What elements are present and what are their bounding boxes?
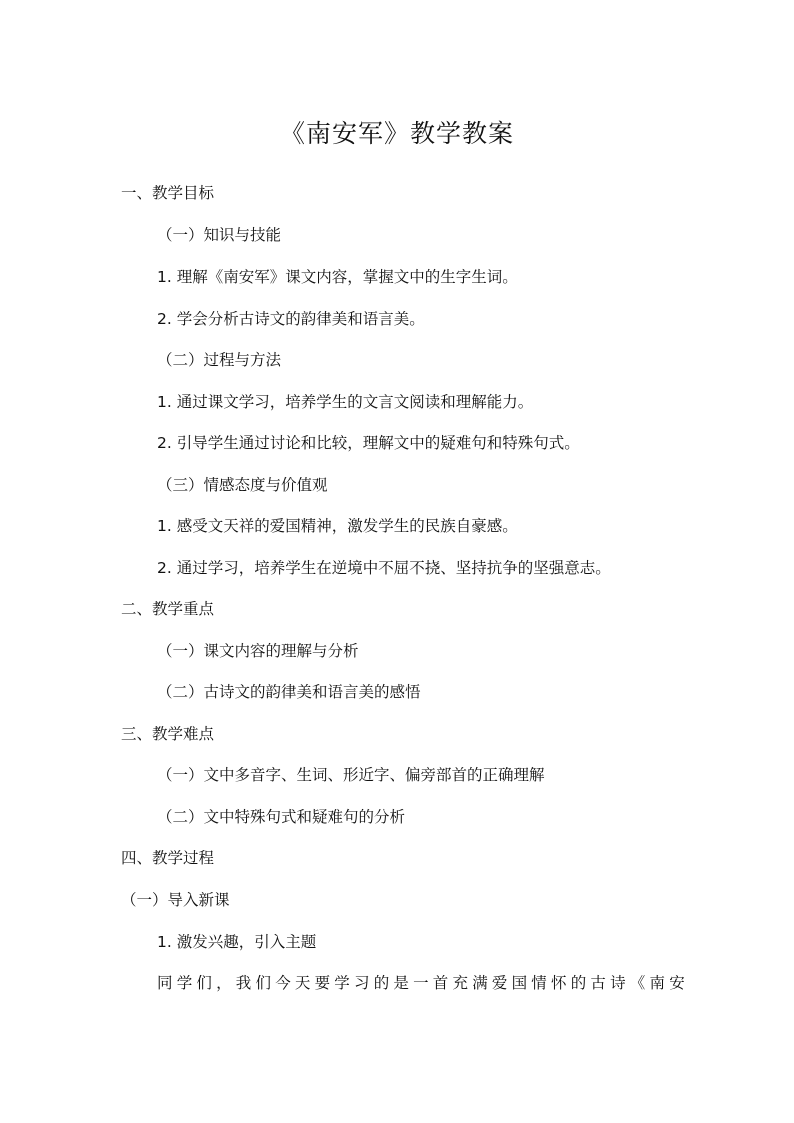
list-item: 1. 感受文天祥的爱国精神，激发学生的民族自豪感。 xyxy=(157,517,518,535)
subsection-heading-introduction: （一）导入新课 xyxy=(121,891,230,909)
list-item: 1. 激发兴趣，引入主题 xyxy=(157,933,317,951)
subsection-heading: （一）文中多音字、生词、形近字、偏旁部首的正确理解 xyxy=(157,766,545,784)
body-paragraph: 同学们，我们今天要学习的是一首充满爱国情怀的古诗《南安 xyxy=(157,974,689,992)
list-item: 1. 理解《南安军》课文内容，掌握文中的生字生词。 xyxy=(157,268,518,286)
section-heading-teaching-difficulties: 三、教学难点 xyxy=(121,725,215,743)
list-item: 2. 学会分析古诗文的韵律美和语言美。 xyxy=(157,310,425,328)
section-heading-teaching-focus: 二、教学重点 xyxy=(121,600,215,618)
subsection-heading: （二）文中特殊句式和疑难句的分析 xyxy=(157,808,406,826)
list-item: 2. 通过学习，培养学生在逆境中不屈不挠、坚持抗争的坚强意志。 xyxy=(157,559,611,577)
subsection-heading: （一）课文内容的理解与分析 xyxy=(157,642,359,660)
section-heading-teaching-goals: 一、教学目标 xyxy=(121,184,215,202)
document-title: 《南安军》教学教案 xyxy=(279,119,514,148)
subsection-heading-knowledge-skills: （一）知识与技能 xyxy=(157,226,282,244)
subsection-heading-process-methods: （二）过程与方法 xyxy=(157,351,282,369)
list-item: 2. 引导学生通过讨论和比较，理解文中的疑难句和特殊句式。 xyxy=(157,434,580,452)
subsection-heading-emotion-values: （三）情感态度与价值观 xyxy=(157,476,328,494)
section-heading-teaching-process: 四、教学过程 xyxy=(121,849,215,867)
subsection-heading: （二）古诗文的韵律美和语言美的感悟 xyxy=(157,683,421,701)
list-item: 1. 通过课文学习，培养学生的文言文阅读和理解能力。 xyxy=(157,393,534,411)
